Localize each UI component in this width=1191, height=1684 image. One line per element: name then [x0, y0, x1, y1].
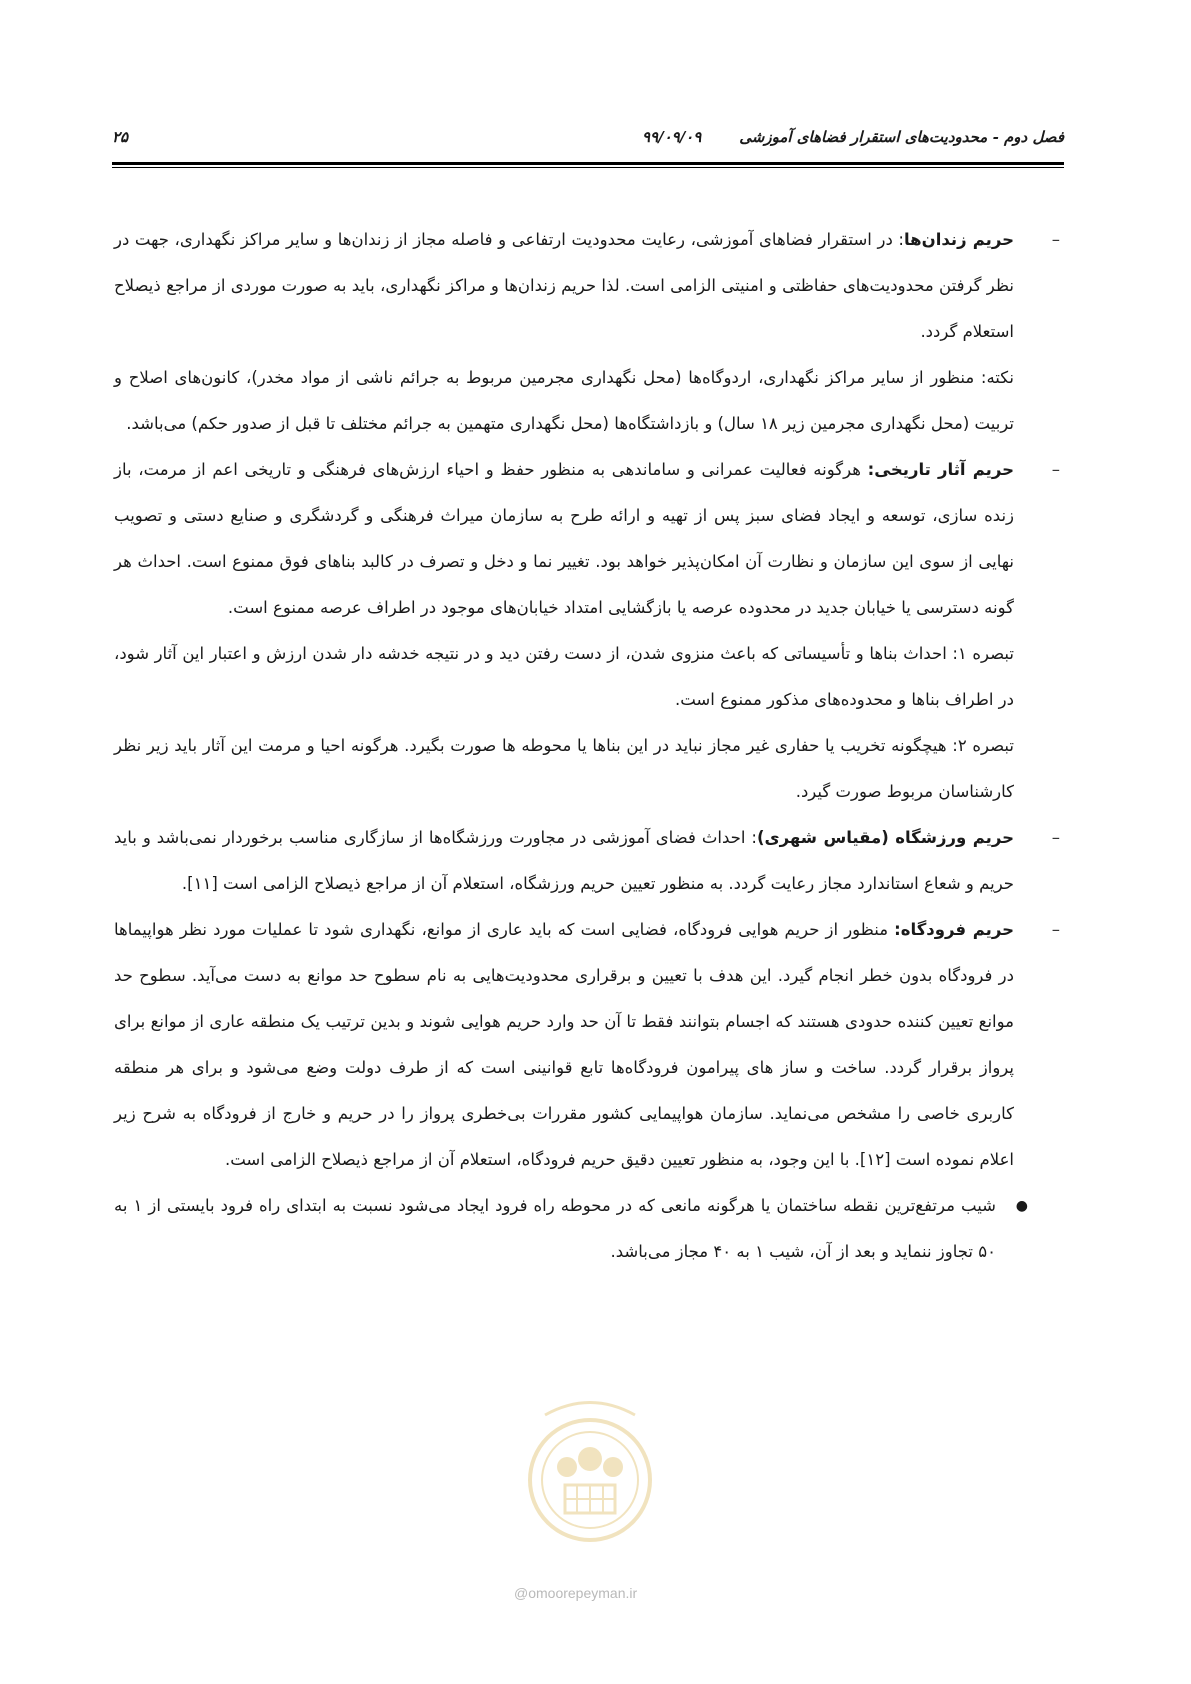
header-rule-thin	[112, 167, 1064, 168]
dash-bullet: –	[1051, 460, 1060, 479]
bullet-dot-icon: ●	[1015, 1198, 1028, 1214]
item-lead: حریم زندان‌ها	[903, 230, 1014, 249]
header-date: ۹۹/۰۹/۰۹	[642, 128, 702, 146]
list-item-historic	[114, 447, 1062, 631]
item-lead: حریم فرودگاه:	[894, 920, 1014, 939]
list-item-stadium	[114, 815, 1062, 907]
item-text: : در استقرار فضاهای آموزشی، رعایت محدودیت ارتفاعی و فاصله مجاز از زندان‌ها و سایر مراکز نگهداری، جهت در نظر گرفتن محدودیت‌های حفاظتی و امنیتی الزامی است. لذا حریم زندان‌ها و مراکز نگهداری، باید به صورت موردی از مراجع ذیصلاح استعلام گردد.	[114, 230, 1014, 341]
item-text: هرگونه فعالیت عمرانی و ساماندهی به منظور حفظ و احیاء ارزش‌های فرهنگی و تاریخی اعم از مرمت، باز زنده سازی، توسعه و ایجاد فضای سبز پس از تهیه و ارائه طرح به سازمان میراث فرهنگی و گردشگری و صنایع دستی و تصویب نهایی از سوی این سازمان و نظارت آن امکان‌پذیر خواهد بود. تغییر نما و دخل و تصرف در کالبد بناهای فوق ممنوع است. احداث هر گونه دسترسی یا خیابان جدید در محدوده عرصه یا بازگشایی امتداد خیابان‌های موجود در اطراف عرصه ممنوع است.	[114, 460, 1014, 617]
dash-bullet: –	[1051, 828, 1060, 847]
bullet-item-airport-slope	[114, 1183, 1062, 1275]
list-item-airport	[114, 907, 1062, 1183]
note-prisons: نکته: منظور از سایر مراکز نگهداری، اردوگاه‌ها (محل نگهداری مجرمین مربوط به جرائم ناشی از مواد مخدر)، کانون‌های اصلاح و تربیت (محل نگهداری مجرمین زیر ۱۸ سال) و بازداشتگاه‌ها (محل نگهداری متهمین به جرائم مختلف تا قبل از صدور حکم) می‌باشد.	[114, 368, 1014, 433]
item-lead: حریم ورزشگاه (مقیاس شهری)	[756, 828, 1014, 847]
note-historic-2: تبصره ۲: هیچگونه تخریب یا حفاری غیر مجاز نباید در این بناها یا محوطه ها صورت بگیرد. هرگونه احیا و مرمت این آثار باید زیر نظر کارشناسان مربوط صورت گیرد.	[114, 736, 1014, 801]
page-number: ۲۵	[112, 128, 129, 146]
item-text: منظور از حریم هوایی فرودگاه، فضایی است که باید عاری از موانع، نگهداری شود تا عملیات مورد نظر هواپیماها در فرودگاه بدون خطر انجام گیرد. این هدف با تعیین و برقراری محدودیت‌هایی به نام سطوح حد موانع به دست می‌آید. سطوح حد موانع تعیین کننده حدودی هستند که اجسام بتوانند فقط تا آن حد وارد حریم هوایی شوند و بدین ترتیب یک منطقه عاری از موانع برای پرواز برقرار گردد. ساخت و ساز های پیرامون فرودگاه‌ها تابع قوانینی است که از طرف دولت وضع می‌شود و برای هر منطقه کاربری خاصی را مشخص می‌نماید. سازمان هواپیمایی کشور مقررات بی‌خطری پرواز را در حریم و خارج از فرودگاه به شرح زیر اعلام نموده است [۱۲]. با این وجود، به منظور تعیین دقیق حریم فرودگاه، استعلام آن از مراجع ذیصلاح الزامی است.	[114, 920, 1014, 1169]
header-rule-thick	[112, 162, 1064, 165]
page-header	[112, 128, 1064, 154]
list-item-prisons	[114, 217, 1062, 355]
bullet-text: شیب مرتفع‌ترین نقطه ساختمان یا هرگونه مانعی که در محوطه راه فرود ایجاد می‌شود نسبت به ابتدای راه فرود بایستی از ۱ به ۵۰ تجاوز ننماید و بعد از آن، شیب ۱ به ۴۰ مجاز می‌باشد.	[114, 1196, 997, 1261]
dash-bullet: –	[1051, 920, 1060, 939]
watermark-url: @omoorepeyman.ir	[514, 1585, 638, 1601]
document-body	[114, 217, 1062, 1275]
dash-bullet: –	[1051, 230, 1060, 249]
item-lead: حریم آثار تاریخی:	[867, 460, 1015, 479]
item-text: : احداث فضای آموزشی در مجاورت ورزشگاه‌ها از سازگاری مناسب برخوردار نمی‌باشد و باید حریم و شعاع استاندارد مجاز رعایت گردد. به منظور تعیین حریم ورزشگاه، استعلام آن از مراجع ذیصلاح الزامی است [۱۱].	[114, 828, 1014, 893]
note-historic-1: تبصره ۱: احداث بناها و تأسیساتی که باعث منزوی شدن، از دست رفتن دید و در نتیجه خدشه دار شدن ارزش و اعتبار این آثار شود، در اطراف بناها و محدوده‌های مذکور ممنوع است.	[114, 644, 1014, 709]
chapter-title: فصل دوم - محدودیت‌های استقرار فضاهای آموزشی	[739, 128, 1064, 146]
watermark-logo-icon	[505, 1385, 675, 1555]
